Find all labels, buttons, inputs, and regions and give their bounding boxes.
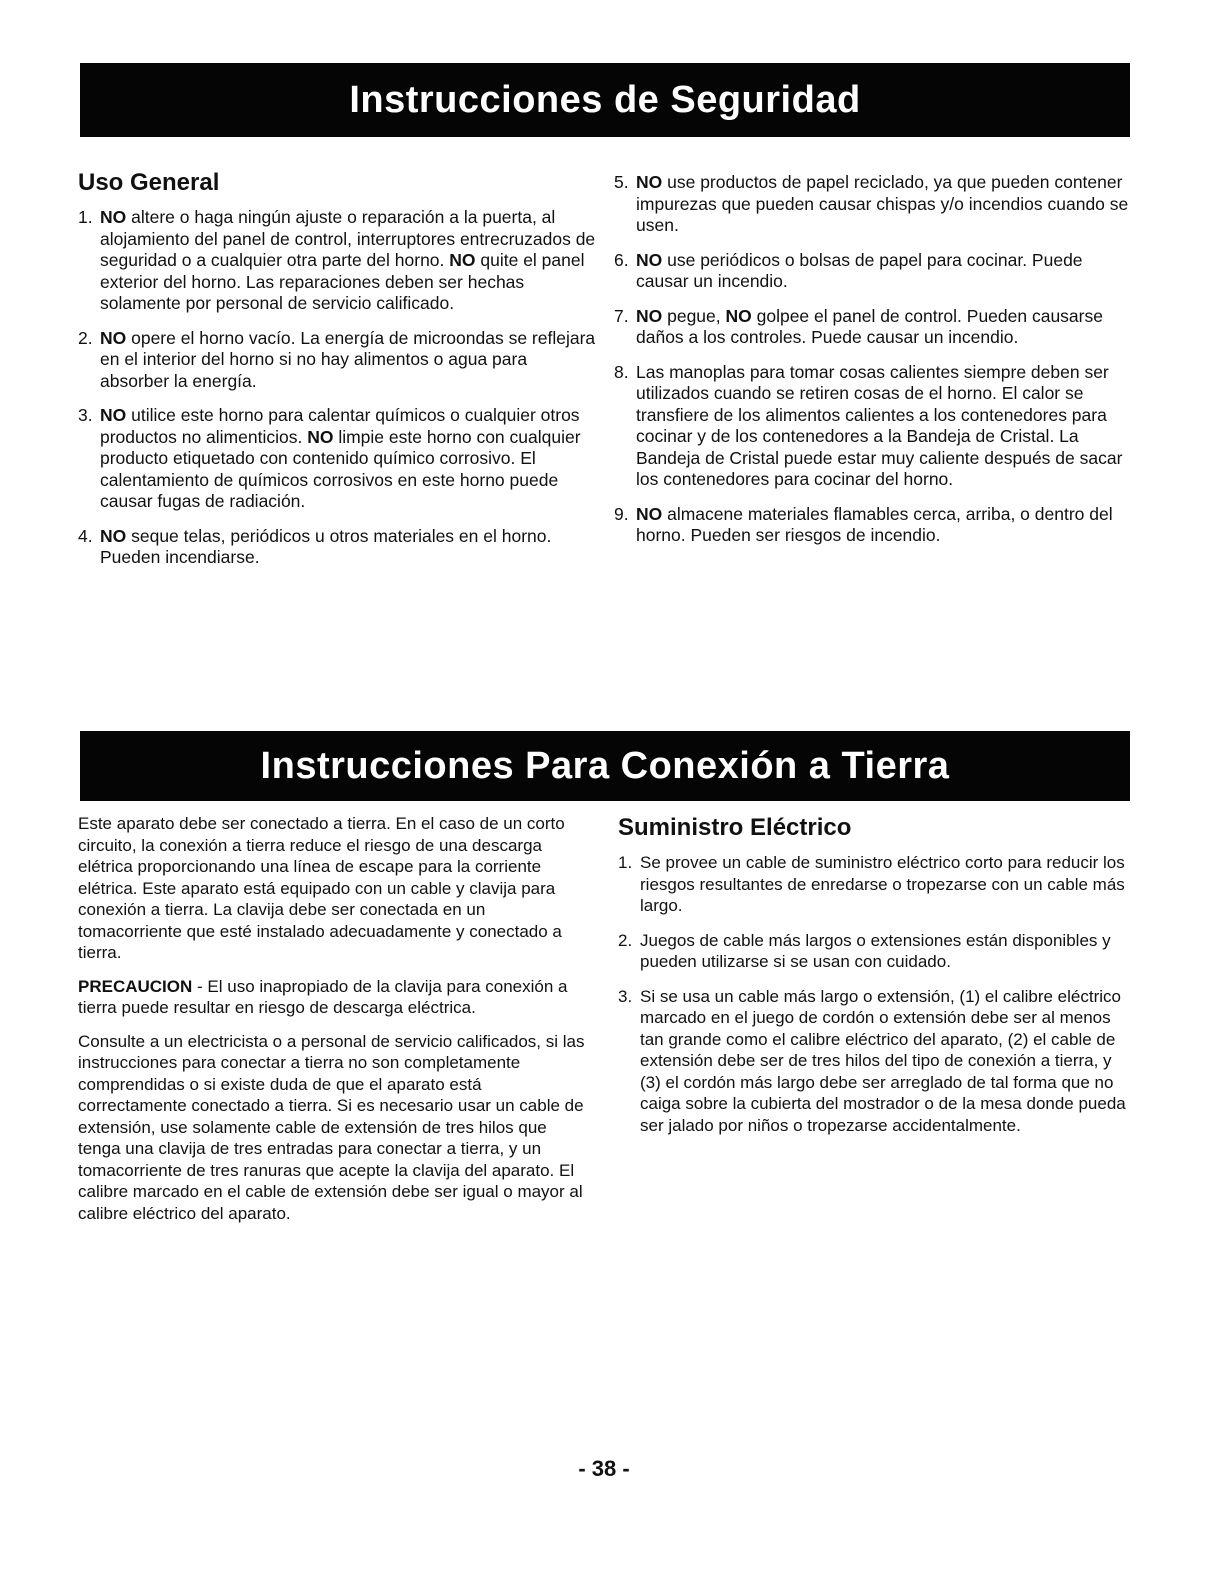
item-text — [100, 328, 598, 393]
grounding-title: Instrucciones Para Conexión a Tierra — [260, 744, 950, 787]
item-number: 6. — [614, 249, 629, 270]
item-number: 1. — [618, 853, 633, 872]
item-text — [100, 526, 598, 569]
body-text: quite el panel exterior del horno. Las reparaciones deben ser hechas solamente por personal de servicio calificado. — [100, 250, 585, 313]
body-text: Las manoplas para tomar cosas calientes siempre deben ser utilizados cuando se retiren cosas de el horno. El calor se transfiere de los alimentos calientes a los contenedores para cocinar y de los contenedores a la Bandeja de Cristal. La Bandeja de Cristal puede estar muy caliente después de sacar los contenedores para cocinar del horno. — [636, 361, 1123, 489]
supply-heading: Suministro Eléctrico — [618, 814, 852, 841]
safety-list-right — [614, 172, 1134, 547]
item-text: Se provee un cable de suministro eléctrico corto para reducir los riesgos resultantes de enredarse o tropezarse con un cable más largo. — [640, 853, 1125, 915]
supply-list — [618, 852, 1128, 1136]
list-item — [618, 930, 1128, 973]
emphasis-text: NO — [100, 405, 127, 425]
body-text: seque telas, periódicos u otros materiales en el horno. Pueden incendiarse. — [100, 525, 552, 567]
item-number: 8. — [614, 361, 629, 382]
list-item — [78, 328, 598, 393]
safety-left-column — [78, 168, 598, 582]
caution-text: - El uso inapropiado de la clavija para conexión a tierra puede resultar en riesgo de descarga eléctrica. — [78, 976, 568, 1017]
list-item — [614, 362, 1134, 491]
list-item — [614, 172, 1134, 237]
list-item — [618, 986, 1128, 1137]
item-number: 3. — [618, 986, 633, 1006]
item-number: 3. — [78, 405, 93, 425]
item-text — [100, 207, 598, 315]
emphasis-text: NO — [636, 249, 663, 270]
emphasis-text: NO — [636, 305, 663, 326]
body-text: almacene materiales flamables cerca, arriba, o dentro del horno. Pueden ser riesgos de incendio. — [636, 503, 1113, 545]
safety-list-left — [78, 207, 598, 569]
body-text: golpee el panel de control. Pueden causarse daños a los controles. Puede causar un incendio. — [636, 305, 1103, 347]
item-number: 1. — [78, 207, 93, 227]
general-use-heading: Uso General — [78, 169, 220, 196]
body-text: use periódicos o bolsas de papel para cocinar. Puede causar un incendio. — [636, 249, 1083, 291]
list-item — [614, 250, 1134, 293]
list-item — [614, 504, 1134, 547]
emphasis-text: NO — [100, 327, 127, 348]
list-item — [618, 852, 1128, 917]
item-number: 9. — [614, 503, 629, 524]
body-text: utilice este horno para calentar químicos o cualquier otros productos no alimenticios. — [100, 405, 580, 447]
list-item — [614, 306, 1134, 349]
grounding-banner — [80, 731, 1130, 801]
item-number: 2. — [78, 327, 93, 348]
emphasis-text: NO — [100, 207, 127, 227]
item-text — [636, 172, 1134, 237]
caution-label: PRECAUCION — [78, 976, 193, 996]
body-text: altere o haga ningún ajuste o reparación a la puerta, al alojamiento del panel de control, interruptores entrecruzados de seguridad o a cualquier otra parte del horno. — [100, 207, 596, 270]
emphasis-text: NO — [636, 503, 663, 524]
item-text — [636, 250, 1134, 293]
item-text: Juegos de cable más largos o extensiones están disponibles y pueden utilizarse si se usan con cuidado. — [640, 930, 1111, 971]
safety-banner — [80, 63, 1130, 137]
safety-right-column — [614, 172, 1134, 560]
grounding-left-column — [78, 813, 588, 1236]
page-number: - 38 - — [578, 1456, 630, 1481]
body-text: limpie este horno con cualquier producto etiquetado con contenido químico corrosivo. El calentamiento de químicos corrosivos en este horno puede causar fugas de radiación. — [100, 426, 581, 511]
emphasis-text: NO — [725, 305, 752, 326]
list-item — [78, 207, 598, 315]
body-text: opere el horno vacío. La energía de microondas se reflejara en el interior del horno si no hay alimentos o agua para absorber la energía. — [100, 327, 596, 391]
item-number: 2. — [618, 930, 633, 950]
emphasis-text: NO — [636, 172, 663, 192]
emphasis-text: NO — [100, 525, 127, 546]
item-number: 5. — [614, 172, 629, 192]
body-text: use productos de papel reciclado, ya que pueden contener impurezas que pueden causar chispas y/o incendios cuando se usen. — [636, 172, 1129, 235]
item-text: Si se usa un cable más largo o extensión, (1) el calibre eléctrico marcado en el juego de cordón o extensión debe ser al menos tan grande como el calibre eléctrico del aparato, (2) el cable de extensión debe ser de tres hilos del tipo de conexión a tierra, y (3) el cordón más largo debe ser arreglado de tal forma que no caiga sobre la cubierta del mostrador o de la mesa donde pueda ser jalado por niños o tropezarse accidentalmente. — [640, 986, 1126, 1135]
caution-paragraph — [78, 976, 588, 1019]
body-text: pegue, — [662, 305, 726, 326]
item-text — [636, 306, 1134, 349]
item-number: 7. — [614, 305, 629, 326]
consult-paragraph: Consulte a un electricista o a personal de servicio calificados, si las instrucciones para conectar a tierra no son completamente comprendidas o si existe duda de que el aparato está correctamente conectado a tierra. Si es necesario usar un cable de extensión, use solamente cable de extensión de tres hilos que tenga una clavija de tres entradas para conectar a tierra, y un tomacorriente de tres ranuras que acepte la clavija del aparato. El calibre marcado en el cable de extensión debe ser igual o mayor al calibre eléctrico del aparato. — [78, 1031, 585, 1223]
item-number: 4. — [78, 525, 93, 546]
grounding-intro: Este aparato debe ser conectado a tierra. En el caso de un corto circuito, la conexión a tierra reduce el riesgo de una descarga elétrica proporcionando una línea de escape para la corriente elétrica. Este aparato está equipado con un cable y clavija para conexión a tierra. La clavija debe ser conectada en un tomacorriente que esté instalado adecuadamente y conectado a tierra. — [78, 814, 565, 962]
list-item — [78, 526, 598, 569]
emphasis-text: NO — [449, 250, 476, 270]
list-item — [78, 405, 598, 513]
item-text — [100, 405, 598, 513]
safety-title: Instrucciones de Seguridad — [349, 78, 861, 121]
item-text — [636, 362, 1134, 491]
grounding-right-column — [618, 813, 1128, 1149]
emphasis-text: NO — [307, 426, 334, 447]
item-text — [636, 504, 1134, 547]
